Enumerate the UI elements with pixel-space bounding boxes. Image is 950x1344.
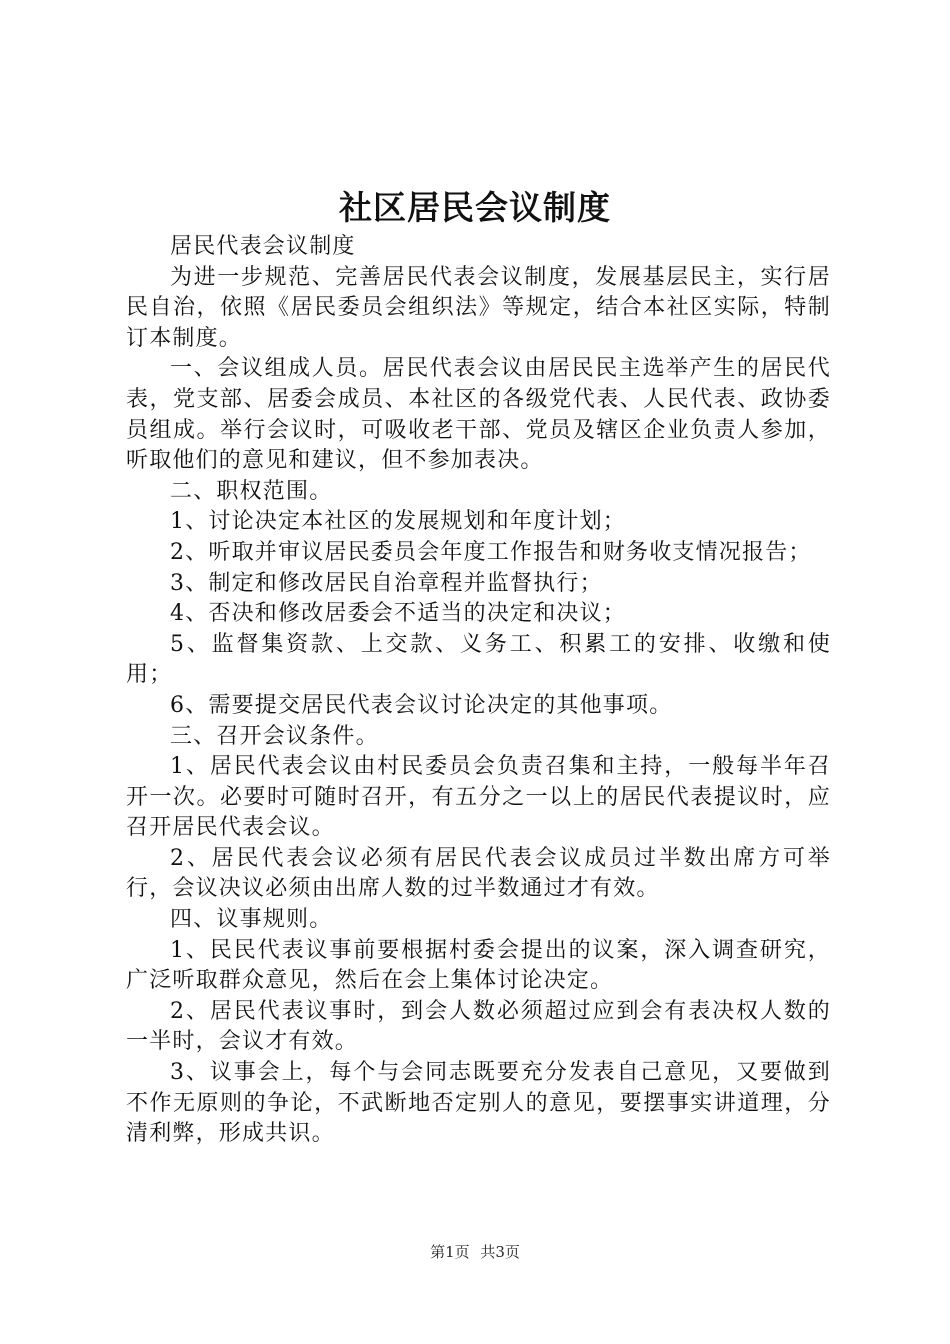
intro-paragraph: 为进一步规范、完善居民代表会议制度，发展基层民主，实行居民自治，依照《居民委员会组织法》等规定，结合本社区实际，特制订本制度。: [126, 264, 831, 351]
list-item: 1、讨论决定本社区的发展规划和年度计划；: [170, 509, 626, 535]
list-item: 4、否决和修改居委会不适当的决定和决议；: [170, 601, 626, 627]
list-item: 3、议事会上，每个与会同志既要充分发表自己意见，又要做到不作无原则的争论，不武断地否定别人的意见，要摆事实讲道理，分清利弊，形成共识。: [126, 1060, 831, 1147]
subtitle-paragraph: 居民代表会议制度: [170, 234, 356, 259]
page-total: 共3页: [480, 1243, 520, 1261]
list-item: 6、需要提交居民代表会议讨论决定的其他事项。: [170, 692, 673, 718]
list-item: 2、居民代表会议必须有居民代表会议成员过半数出席方可举行，会议决议必须由出席人数的过半数通过才有效。: [126, 845, 831, 902]
section-1-paragraph: 一、会议组成人员。居民代表会议由居民民主选举产生的居民代表，党支部、居委会成员、本社区的各级党代表、人民代表、政协委员组成。举行会议时，可吸收老干部、党员及辖区企业负责人参加，听取他们的意见和建议，但不参加表决。: [126, 356, 831, 474]
section-2-heading: 二、职权范围。: [170, 478, 333, 504]
section-3-heading: 三、召开会议条件。: [170, 723, 379, 749]
document-title: 社区居民会议制度: [339, 188, 611, 227]
page-footer: [0, 1242, 950, 1262]
document-body: [126, 232, 831, 1150]
list-item: 2、居民代表议事时，到会人数必须超过应到会有表决权人数的一半时，会议才有效。: [126, 998, 831, 1055]
list-item: 1、民民代表议事前要根据村委会提出的议案，深入调查研究，广泛听取群众意见，然后在会上集体讨论决定。: [126, 937, 831, 994]
list-item: 3、制定和修改居民自治章程并监督执行；: [170, 570, 603, 596]
list-item: 5、监督集资款、上交款、义务工、积累工的安排、收缴和使用；: [126, 631, 831, 688]
page-number: 第1页: [430, 1243, 470, 1261]
list-item: 2、听取并审议居民委员会年度工作报告和财务收支情况报告；: [170, 539, 812, 565]
list-item: 1、居民代表会议由村民委员会负责召集和主持，一般每半年召开一次。必要时可随时召开，有五分之一以上的居民代表提议时，应召开居民代表会议。: [126, 754, 831, 841]
section-4-heading: 四、议事规则。: [170, 907, 333, 933]
